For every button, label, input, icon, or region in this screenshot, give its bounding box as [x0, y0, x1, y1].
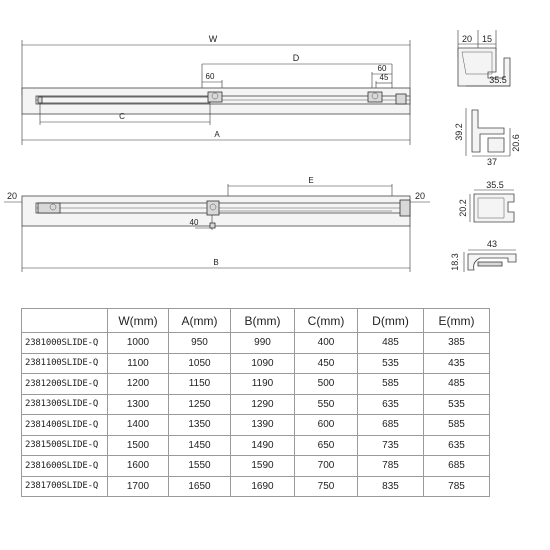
- cell-a: 1150: [169, 374, 231, 395]
- cell-a: 1250: [169, 394, 231, 415]
- cell-model: 2381700SLIDE-Q: [22, 476, 108, 497]
- table-header-row: [22, 309, 490, 333]
- cell-e: 685: [424, 456, 490, 477]
- profile-2: [454, 108, 521, 167]
- cell-b: 1490: [231, 435, 295, 456]
- header-model: [22, 309, 108, 333]
- cell-e: 535: [424, 394, 490, 415]
- dim-w-label: W: [208, 34, 218, 44]
- cell-e: 635: [424, 435, 490, 456]
- p2-dim-39-2: 39.2: [454, 123, 464, 141]
- table-row: [22, 374, 490, 395]
- cell-w: 1300: [108, 394, 169, 415]
- cell-d: 535: [358, 353, 424, 374]
- dim-d-label: D: [292, 53, 300, 63]
- cell-a: 1550: [169, 456, 231, 477]
- cell-a: 1650: [169, 476, 231, 497]
- cell-w: 1700: [108, 476, 169, 497]
- cell-e: 785: [424, 476, 490, 497]
- header-e: E(mm): [424, 309, 490, 333]
- cell-w: 1600: [108, 456, 169, 477]
- dim-b-label: B: [213, 258, 219, 267]
- cell-c: 550: [295, 394, 358, 415]
- cell-a: 1450: [169, 435, 231, 456]
- cell-d: 785: [358, 456, 424, 477]
- dim-e-label: E: [308, 176, 314, 185]
- cell-w: 1200: [108, 374, 169, 395]
- header-b: B(mm): [231, 309, 295, 333]
- cell-a: 1350: [169, 415, 231, 436]
- cell-a: 950: [169, 333, 231, 354]
- cell-model: 2381000SLIDE-Q: [22, 333, 108, 354]
- table-row: [22, 435, 490, 456]
- p2-dim-37: 37: [486, 157, 498, 167]
- dim-60-right: 60: [377, 64, 387, 73]
- profile-3: [458, 180, 514, 222]
- cell-model: 2381400SLIDE-Q: [22, 415, 108, 436]
- cell-d: 735: [358, 435, 424, 456]
- header-c: C(mm): [295, 309, 358, 333]
- cell-e: 585: [424, 415, 490, 436]
- dim-20-left: 20: [6, 191, 18, 201]
- dim-60-left: 60: [205, 72, 215, 81]
- table-row: [22, 353, 490, 374]
- cell-c: 700: [295, 456, 358, 477]
- cell-d: 585: [358, 374, 424, 395]
- cell-b: 1290: [231, 394, 295, 415]
- cell-d: 635: [358, 394, 424, 415]
- dim-c-label: C: [119, 112, 125, 121]
- cell-w: 1000: [108, 333, 169, 354]
- p4-dim-43: 43: [486, 239, 498, 249]
- cell-b: 1190: [231, 374, 295, 395]
- table-row: [22, 333, 490, 354]
- cell-c: 450: [295, 353, 358, 374]
- p2-dim-20-6: 20.6: [511, 134, 521, 152]
- cell-model: 2381100SLIDE-Q: [22, 353, 108, 374]
- cell-b: 1690: [231, 476, 295, 497]
- cell-d: 835: [358, 476, 424, 497]
- bottom-view: [4, 176, 430, 272]
- cell-w: 1100: [108, 353, 169, 374]
- p4-dim-18-3: 18.3: [450, 253, 460, 271]
- header-a: A(mm): [169, 309, 231, 333]
- cell-model: 2381300SLIDE-Q: [22, 394, 108, 415]
- p1-dim-35-5: 35.5: [489, 75, 507, 85]
- table-row: [22, 394, 490, 415]
- p1-dim-20: 20: [461, 34, 473, 44]
- profile-4: [450, 239, 516, 272]
- table-row: [22, 456, 490, 477]
- cell-b: 1090: [231, 353, 295, 374]
- cell-b: 1390: [231, 415, 295, 436]
- dim-20-right: 20: [414, 191, 426, 201]
- cell-c: 650: [295, 435, 358, 456]
- cell-model: 2381600SLIDE-Q: [22, 456, 108, 477]
- table-row: [22, 476, 490, 497]
- spec-table: [21, 308, 490, 497]
- dim-a-label: A: [214, 130, 220, 139]
- cell-w: 1500: [108, 435, 169, 456]
- cell-d: 685: [358, 415, 424, 436]
- profile-1: [458, 30, 510, 86]
- dim-40: 40: [189, 218, 199, 227]
- cell-model: 2381500SLIDE-Q: [22, 435, 108, 456]
- cell-e: 435: [424, 353, 490, 374]
- header-d: D(mm): [358, 309, 424, 333]
- p3-dim-20-2: 20.2: [458, 199, 468, 217]
- cell-b: 1590: [231, 456, 295, 477]
- cell-c: 600: [295, 415, 358, 436]
- top-view: [22, 34, 410, 145]
- cell-model: 2381200SLIDE-Q: [22, 374, 108, 395]
- cell-a: 1050: [169, 353, 231, 374]
- p3-dim-35-5: 35.5: [486, 180, 504, 190]
- cell-e: 485: [424, 374, 490, 395]
- cell-d: 485: [358, 333, 424, 354]
- cell-c: 500: [295, 374, 358, 395]
- cell-e: 385: [424, 333, 490, 354]
- dim-45: 45: [379, 73, 389, 82]
- header-w: W(mm): [108, 309, 169, 333]
- p1-dim-15: 15: [481, 34, 493, 44]
- cell-c: 750: [295, 476, 358, 497]
- cell-c: 400: [295, 333, 358, 354]
- cell-b: 990: [231, 333, 295, 354]
- table-row: [22, 415, 490, 436]
- cell-w: 1400: [108, 415, 169, 436]
